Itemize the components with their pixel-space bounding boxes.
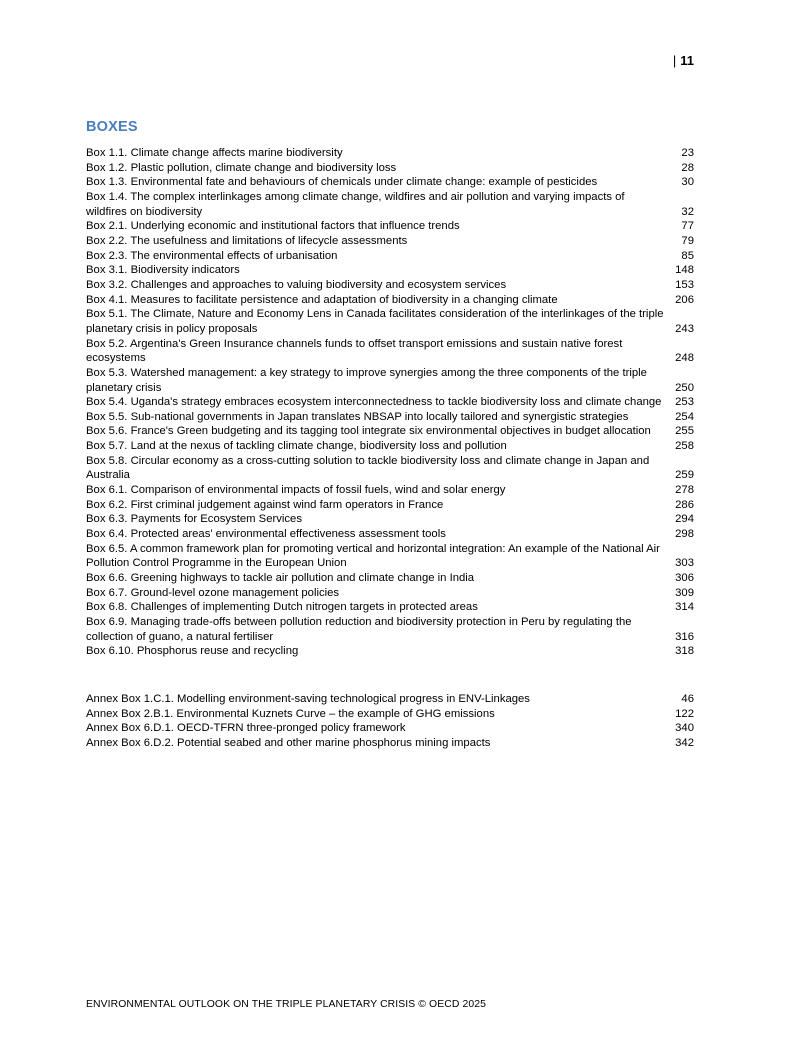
toc-entry[interactable] (86, 615, 694, 644)
toc-entry-title: Box 6.8. Challenges of implementing Dutch nitrogen targets in protected areas (86, 601, 478, 614)
toc-entry-page: 316 (675, 630, 694, 643)
toc-entry-page: 32 (681, 205, 694, 218)
toc-entry-page: 259 (675, 469, 694, 482)
toc-entry[interactable] (86, 293, 694, 308)
toc-entry-title: Annex Box 6.D.1. OECD-TFRN three-pronged policy framework (86, 722, 406, 735)
toc-entry-title: Box 5.6. France's Green budgeting and its tagging tool integrate six environmental objectives in budget allocation (86, 425, 651, 438)
toc-entry-page: 318 (675, 645, 694, 658)
toc-entry[interactable] (86, 395, 694, 410)
toc-entry-page: 79 (681, 234, 694, 247)
toc-entry-page: 286 (675, 498, 694, 511)
toc-entry[interactable] (86, 263, 694, 278)
toc-entry[interactable] (86, 483, 694, 498)
toc-entry-title: Box 6.3. Payments for Ecosystem Services (86, 513, 302, 526)
toc-entry[interactable] (86, 454, 694, 483)
toc-entry-title: Box 2.2. The usefulness and limitations of lifecycle assessments (86, 234, 408, 247)
page-number: 11 (680, 53, 694, 68)
toc-entry[interactable] (86, 439, 694, 454)
toc-entry-title: Box 5.4. Uganda's strategy embraces ecosystem interconnectedness to tackle biodiversity loss and climate change (86, 396, 662, 409)
toc-entry[interactable] (86, 736, 694, 751)
toc-entry[interactable] (86, 175, 694, 190)
toc-entry-title: Box 1.2. Plastic pollution, climate change and biodiversity loss (86, 161, 397, 174)
toc-entry-page: 148 (675, 264, 694, 277)
toc-entry[interactable] (86, 707, 694, 722)
toc-entry[interactable] (86, 644, 694, 659)
toc-entry-title: Box 2.1. Underlying economic and institutional factors that influence trends (86, 220, 460, 233)
toc-entry-title: Box 6.10. Phosphorus reuse and recycling (86, 645, 299, 658)
toc-entry[interactable] (86, 278, 694, 293)
toc-entry-page: 253 (675, 396, 694, 409)
toc-entry-page: 85 (681, 249, 694, 262)
toc-entry[interactable] (86, 512, 694, 527)
toc-entry-page: 340 (675, 722, 694, 735)
toc-entry[interactable] (86, 366, 694, 395)
boxes-section (86, 119, 694, 751)
toc-entry-page: 294 (675, 513, 694, 526)
toc-entry[interactable] (86, 600, 694, 615)
toc-entry-title: Box 5.8. Circular economy as a cross-cutting solution to tackle biodiversity loss and climate change in Japan and Australia (86, 454, 650, 482)
toc-entry-title: Box 6.1. Comparison of environmental impacts of fossil fuels, wind and solar energy (86, 484, 506, 497)
toc-entry-page: 28 (681, 161, 694, 174)
toc-entry[interactable] (86, 219, 694, 234)
toc-entry-page: 278 (675, 484, 694, 497)
toc-entry-page: 46 (681, 692, 694, 705)
toc-entry-title: Annex Box 1.C.1. Modelling environment-saving technological progress in ENV-Linkages (86, 692, 530, 705)
toc-entry-title: Box 6.9. Managing trade-offs between pollution reduction and biodiversity protection in Peru by regulating the collection of guano, a natural fertiliser (86, 616, 632, 643)
toc-entry-title: Box 4.1. Measures to facilitate persistence and adaptation of biodiversity in a changing climate (86, 293, 558, 306)
toc-entry[interactable] (86, 692, 694, 707)
toc-entry[interactable] (86, 161, 694, 176)
toc-entry-title: Box 6.6. Greening highways to tackle air pollution and climate change in India (86, 572, 475, 585)
toc-entry[interactable] (86, 337, 694, 366)
toc-entry-title: Box 3.2. Challenges and approaches to valuing biodiversity and ecosystem services (86, 278, 507, 291)
toc-entry-page: 258 (675, 440, 694, 453)
header-separator: | (672, 53, 677, 68)
toc-entry-title: Annex Box 6.D.2. Potential seabed and other marine phosphorus mining impacts (86, 736, 491, 749)
toc-entry-page: 309 (675, 586, 694, 599)
toc-entry-page: 250 (675, 381, 694, 394)
toc-entry-title: Box 5.3. Watershed management: a key strategy to improve synergies among the three components of the triple planetary crisis (86, 366, 647, 394)
toc-entry[interactable] (86, 571, 694, 586)
page-header (86, 53, 694, 68)
toc-entry-title: Box 1.4. The complex interlinkages among climate change, wildfires and air pollution and varying impacts of wildfires on biodiversity (86, 190, 625, 218)
toc-entry-page: 122 (675, 707, 694, 720)
toc-entry-title: Box 6.5. A common framework plan for promoting vertical and horizontal integration: An example of the National Air Pollution Control Programme in the European Union (86, 542, 660, 570)
boxes-heading: BOXES (86, 119, 138, 135)
toc-entry-title: Box 5.1. The Climate, Nature and Economy Lens in Canada facilitates consideration of the interlinkages of the triple planetary crisis in policy proposals (86, 308, 664, 335)
toc-entry[interactable] (86, 190, 694, 219)
toc-entry[interactable] (86, 586, 694, 601)
boxes-list (86, 146, 694, 659)
toc-entry-page: 30 (681, 176, 694, 189)
toc-entry[interactable] (86, 424, 694, 439)
toc-entry[interactable] (86, 542, 694, 571)
toc-entry-page: 254 (675, 410, 694, 423)
page-footer: ENVIRONMENTAL OUTLOOK ON THE TRIPLE PLANETARY CRISIS © OECD 2025 (86, 999, 486, 1010)
toc-entry-title: Annex Box 2.B.1. Environmental Kuznets Curve – the example of GHG emissions (86, 707, 495, 720)
toc-entry-page: 153 (675, 278, 694, 291)
toc-entry-page: 342 (675, 736, 694, 749)
toc-entry[interactable] (86, 721, 694, 736)
toc-entry-title: Box 6.7. Ground-level ozone management policies (86, 586, 340, 599)
toc-entry[interactable] (86, 410, 694, 425)
toc-entry-title: Box 3.1. Biodiversity indicators (86, 264, 240, 277)
toc-entry[interactable] (86, 234, 694, 249)
toc-entry-title: Box 1.1. Climate change affects marine biodiversity (86, 147, 343, 159)
toc-entry-title: Box 2.3. The environmental effects of urbanisation (86, 249, 338, 262)
toc-entry-page: 77 (681, 220, 694, 233)
toc-entry-title: Box 6.4. Protected areas' environmental effectiveness assessment tools (86, 528, 446, 541)
toc-entry-page: 303 (675, 557, 694, 570)
toc-entry-page: 314 (675, 601, 694, 614)
toc-entry-page: 206 (675, 293, 694, 306)
toc-entry[interactable] (86, 307, 694, 336)
annex-boxes-list (86, 692, 694, 751)
toc-entry-page: 306 (675, 572, 694, 585)
toc-entry-title: Box 5.5. Sub-national governments in Japan translates NBSAP into locally tailored and synergistic strategies (86, 410, 629, 423)
toc-entry-title: Box 5.7. Land at the nexus of tackling climate change, biodiversity loss and pollution (86, 440, 507, 453)
toc-entry-page: 255 (675, 425, 694, 438)
toc-entry-title: Box 6.2. First criminal judgement against wind farm operators in France (86, 498, 444, 511)
toc-entry-page: 298 (675, 528, 694, 541)
toc-entry-page: 243 (675, 322, 694, 335)
toc-entry[interactable] (86, 249, 694, 264)
toc-entry[interactable] (86, 498, 694, 513)
toc-entry[interactable] (86, 527, 694, 542)
toc-entry-title: Box 1.3. Environmental fate and behaviours of chemicals under climate change: example of pesticides (86, 176, 598, 189)
toc-entry-title: Box 5.2. Argentina's Green Insurance channels funds to offset transport emissions and sustain native forest ecosystems (86, 337, 623, 365)
toc-entry-page: 23 (681, 147, 694, 159)
toc-entry-page: 248 (675, 352, 694, 365)
toc-entry[interactable] (86, 146, 694, 161)
